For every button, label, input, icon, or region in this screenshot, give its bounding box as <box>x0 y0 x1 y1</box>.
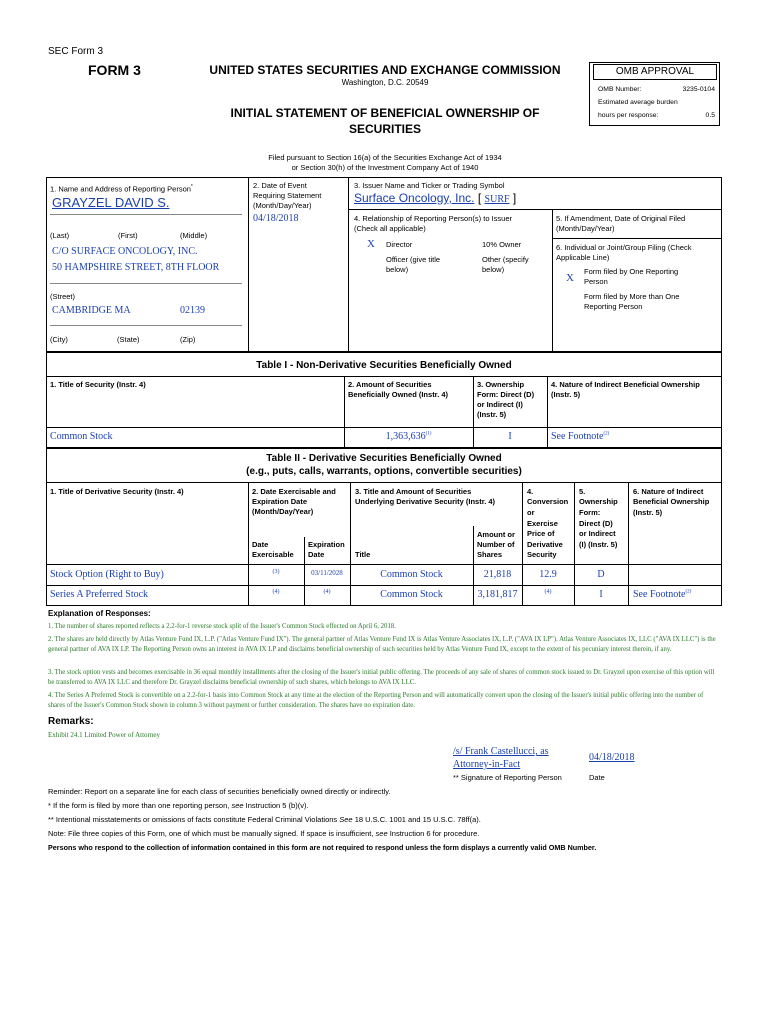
reporting-person-name[interactable]: GRAYZEL DAVID S. <box>52 195 170 210</box>
t2-col-nature-2: Beneficial Ownership <box>633 497 710 506</box>
t1-row-nature: See Footnote$^{(2)}$ <box>551 431 610 442</box>
address-line2: 50 HAMPSHIRE STREET, 8TH FLOOR <box>52 262 220 273</box>
agency-title: UNITED STATES SECURITIES AND EXCHANGE COMMISSION <box>209 63 561 77</box>
signature-date-label: Date <box>589 773 605 782</box>
t2-col-price-2: Conversion <box>527 497 569 506</box>
zip-label: (Zip) <box>180 335 196 344</box>
address-line1: C/O SURFACE ONCOLOGY, INC. <box>52 246 198 257</box>
director-label: Director <box>386 240 413 249</box>
address-city: CAMBRIDGE MA <box>52 305 131 316</box>
t2-row2-title: Series A Preferred Stock <box>50 589 149 600</box>
last-label: (Last) <box>50 231 70 240</box>
state-label: (State) <box>117 335 140 344</box>
middle-label: (Middle) <box>180 231 208 240</box>
t2-col-date-exercisable-1: Date <box>252 540 269 549</box>
t1-col-form-2: Form: Direct (D) <box>477 390 535 399</box>
t2-col-price-7: Security <box>527 550 557 559</box>
t2-col-form-4: Direct (D) <box>579 519 613 528</box>
t2-row2-shares: 3,181,817 <box>477 589 518 600</box>
issuer-name-row: Surface Oncology, Inc. [ SURF ] <box>354 191 517 205</box>
amendment-label1: 5. If Amendment, Date of Original Filed <box>556 214 686 223</box>
t1-col-nature-1: 4. Nature of Indirect Beneficial Ownership <box>551 380 700 389</box>
t1-col-nature-2: (Instr. 5) <box>551 390 581 399</box>
t2-col-price-4: Exercise <box>527 519 558 528</box>
explanation-4: 4. The Series A Preferred Stock is convertible on a 2.2-for-1 basis into Common Stock at any time at the election of the Reporting Person and will automatically convert upon the closing of the Issuer's initial public offering into the number of shares of the Issuer's Common Stock shown in column 3 without payment or further consideration. The shares have no expiration date. <box>48 692 704 709</box>
t2-col-date-exercisable-2: Exercisable <box>252 550 294 559</box>
t1-col-title: 1. Title of Security (Instr. 4) <box>50 380 146 389</box>
t2-col-title: 1. Title of Derivative Security (Instr. 4) <box>50 487 184 496</box>
t2-col-form-2: Ownership <box>579 497 618 506</box>
t2-col-dates-1: 2. Date Exercisable and <box>252 487 336 496</box>
relationship-label2: (Check all applicable) <box>354 224 426 233</box>
one-person-label1: Form filed by One Reporting <box>584 267 679 276</box>
t2-col-underlying-2: Underlying Derivative Security (Instr. 4) <box>355 497 496 506</box>
address-zip: 02139 <box>180 305 205 316</box>
issuer-ticker[interactable]: SURF <box>484 194 510 205</box>
t2-col-price-3: or <box>527 508 535 517</box>
t2-row1-price: 12.9 <box>539 569 557 580</box>
city-label: (City) <box>50 335 68 344</box>
t2-col-expiration-1: Expiration <box>308 540 345 549</box>
one-person-check[interactable]: X <box>566 272 574 284</box>
t2-row2-underlying: Common Stock <box>380 589 443 600</box>
explanation-2: 2. The shares are held directly by Atlas Venture Fund IX, L.P. ("Atlas Venture Fund IX"). The general partner of Atlas Venture Fund IX is Atlas Venture Associates IX, L.P. ("AVA IX LP"). Atlas Venture Associates IX, LLC ("AVA IX LLC") is the general partner of AVA IX LP. The Reporting Person owns an interest in AVA IX LP and disclaims beneficial ownership of such securities held by Atlas Venture Fund IX, except to the extent of his pecuniary interest therein, if any. <box>48 636 716 653</box>
officer-label2: below) <box>386 265 409 274</box>
t2-col-form-3: Form: <box>579 508 601 517</box>
agency-city: Washington, D.C. 20549 <box>341 78 429 87</box>
t2-col-form-5: or Indirect <box>579 529 616 538</box>
event-date-label2: Requiring Statement <box>253 191 322 200</box>
omb-hours: 0.5 <box>705 112 715 119</box>
table1-title: Table I - Non-Derivative Securities Beneficially Owned <box>256 360 512 371</box>
t2-col-price-5: Price of <box>527 529 555 538</box>
ten-pct-owner-label: 10% Owner <box>482 240 522 249</box>
explanation-3: 3. The stock option vests and becomes exercisable in 36 equal monthly installments after the closing of the Issuer's initial public offering. The proceeds of any sale of shares of common stock issued to Dr. Grayzel upon exercise of this option will be transferred to AVA IX LLC and therefore Dr. Grayzel disclaims beneficial ownership of such shares, which belongs to AVA IX LLC. <box>48 669 715 686</box>
t1-row-form: I <box>508 431 512 442</box>
t1-col-form-1: 3. Ownership <box>477 380 525 389</box>
table2-title1: Table II - Derivative Securities Beneficially Owned <box>266 453 502 464</box>
form-number: FORM 3 <box>88 62 141 78</box>
misstatement-note: ** Intentional misstatements or omissions of facts constitute Federal Criminal Violations See 18 U.S.C. 1001 and 15 U.S.C. 78ff(a). <box>48 815 481 824</box>
t1-col-amount-1: 2. Amount of Securities <box>348 380 432 389</box>
t2-col-underlying-1: 3. Title and Amount of Securities <box>355 487 472 496</box>
t2-row1-exercisable: (3) <box>272 569 280 575</box>
omb-number: 3235-0104 <box>682 86 715 93</box>
omb-hours-label: hours per response: <box>598 112 659 119</box>
signature-line1: /s/ Frank Castellucci, as <box>453 746 549 757</box>
explanation-1: 1. The number of shares reported reflects a 2.2-for-1 reverse stock split of the Issuer's Common Stock effected on April 6, 2018. <box>48 623 396 630</box>
t2-row1-expiration: 03/11/2028 <box>311 569 343 577</box>
t2-col-shares-3: Shares <box>477 550 503 559</box>
joint-filing-label2: Applicable Line) <box>556 253 610 262</box>
filed-pursuant-line2: or Section 30(h) of the Investment Company Act of 1940 <box>291 163 479 172</box>
t2-row2-price: (4) <box>544 589 552 595</box>
issuer-name-link[interactable]: Surface Oncology, Inc. <box>354 191 475 205</box>
form-title-line1: INITIAL STATEMENT OF BENEFICIAL OWNERSHIP OF <box>230 106 540 120</box>
event-date-label1: 2. Date of Event <box>253 181 307 190</box>
t2-col-form-6: (I) (Instr. 5) <box>579 540 618 549</box>
remarks-text: Exhibit 24.1 Limited Power of Attorney <box>48 731 160 739</box>
explanation-title: Explanation of Responses: <box>48 609 151 618</box>
t2-col-form-1: 5. <box>579 487 586 496</box>
officer-label1: Officer (give title <box>386 255 441 264</box>
t2-row2-form: I <box>599 589 603 600</box>
omb-approval-title: OMB APPROVAL <box>593 64 717 80</box>
director-check[interactable]: X <box>367 238 375 250</box>
copies-note: Note: File three copies of this Form, one of which must be manually signed. If space is insufficient, see Instruction 6 for procedure. <box>48 829 480 838</box>
t1-col-form-3: or Indirect (I) <box>477 400 523 409</box>
joint-filing-label1: 6. Individual or Joint/Group Filing (Check <box>556 243 692 252</box>
issuer-label: 3. Issuer Name and Ticker or Trading Symbol <box>354 181 505 190</box>
t1-col-form-4: (Instr. 5) <box>477 410 507 419</box>
table2-title2: (e.g., puts, calls, warrants, options, convertible securities) <box>246 466 522 477</box>
omb-burden-label: Estimated average burden <box>598 99 678 106</box>
t2-col-shares-1: Amount or <box>477 530 515 539</box>
t2-col-price-1: 4. <box>527 487 534 496</box>
t2-col-nature-1: 6. Nature of Indirect <box>633 487 704 496</box>
more-persons-label2: Reporting Person <box>584 302 643 311</box>
t2-row1-form: D <box>597 569 605 580</box>
multi-person-note: * If the form is filed by more than one reporting person, see Instruction 5 (b)(v). <box>48 801 309 810</box>
t2-row2-nature: See Footnote$^{(2)}$ <box>633 589 692 600</box>
t1-col-amount-2: Beneficially Owned (Instr. 4) <box>348 390 449 399</box>
remarks-title: Remarks: <box>48 716 94 727</box>
t2-row1-title: Stock Option (Right to Buy) <box>50 569 164 580</box>
street-label: (Street) <box>50 292 76 301</box>
form-title-line2: SECURITIES <box>348 122 421 136</box>
t2-row1-shares: 21,818 <box>483 569 512 580</box>
one-person-label2: Person <box>584 277 608 286</box>
sec-form-label: SEC Form 3 <box>48 46 104 57</box>
more-persons-label1: Form filed by More than One <box>584 292 680 301</box>
amendment-label2: (Month/Day/Year) <box>556 224 615 233</box>
t2-row2-expiration: (4) <box>323 589 331 595</box>
signature-line2: Attorney-in-Fact <box>453 759 521 770</box>
relationship-label1: 4. Relationship of Reporting Person(s) to Issuer <box>354 214 512 223</box>
t2-col-price-6: Derivative <box>527 540 563 549</box>
signature-label: ** Signature of Reporting Person <box>453 773 562 782</box>
signature-date: 04/18/2018 <box>589 752 635 763</box>
t1-row-title: Common Stock <box>50 431 113 442</box>
t2-col-dates-3: (Month/Day/Year) <box>252 507 314 516</box>
reminder-note: Reminder: Report on a separate line for each class of securities beneficially owned directly or indirectly. <box>48 787 391 796</box>
event-date-label3: (Month/Day/Year) <box>253 201 312 210</box>
t2-col-expiration-2: Date <box>308 550 325 559</box>
t1-row-amount: 1,363,636$^{(1)}$ <box>385 431 432 442</box>
first-label: (First) <box>118 231 138 240</box>
omb-validity-note: Persons who respond to the collection of information contained in this form are not required to respond unless the form displays a currently valid OMB Number. <box>48 843 597 852</box>
t2-row2-exercisable: (4) <box>272 589 280 595</box>
event-date: 04/18/2018 <box>253 213 299 224</box>
t2-row1-underlying: Common Stock <box>380 569 443 580</box>
t2-col-shares-2: Number of <box>477 540 515 549</box>
filed-pursuant-line1: Filed pursuant to Section 16(a) of the Securities Exchange Act of 1934 <box>268 153 502 162</box>
t2-col-dates-2: Expiration Date <box>252 497 308 506</box>
reporting-person-label: 1. Name and Address of Reporting Person* <box>50 184 193 194</box>
other-label1: Other (specify <box>482 255 529 264</box>
t2-col-underlying-title: Title <box>355 550 371 559</box>
other-label2: below) <box>482 265 505 274</box>
omb-number-label: OMB Number: <box>598 86 642 93</box>
t2-col-nature-3: (Instr. 5) <box>633 508 663 517</box>
